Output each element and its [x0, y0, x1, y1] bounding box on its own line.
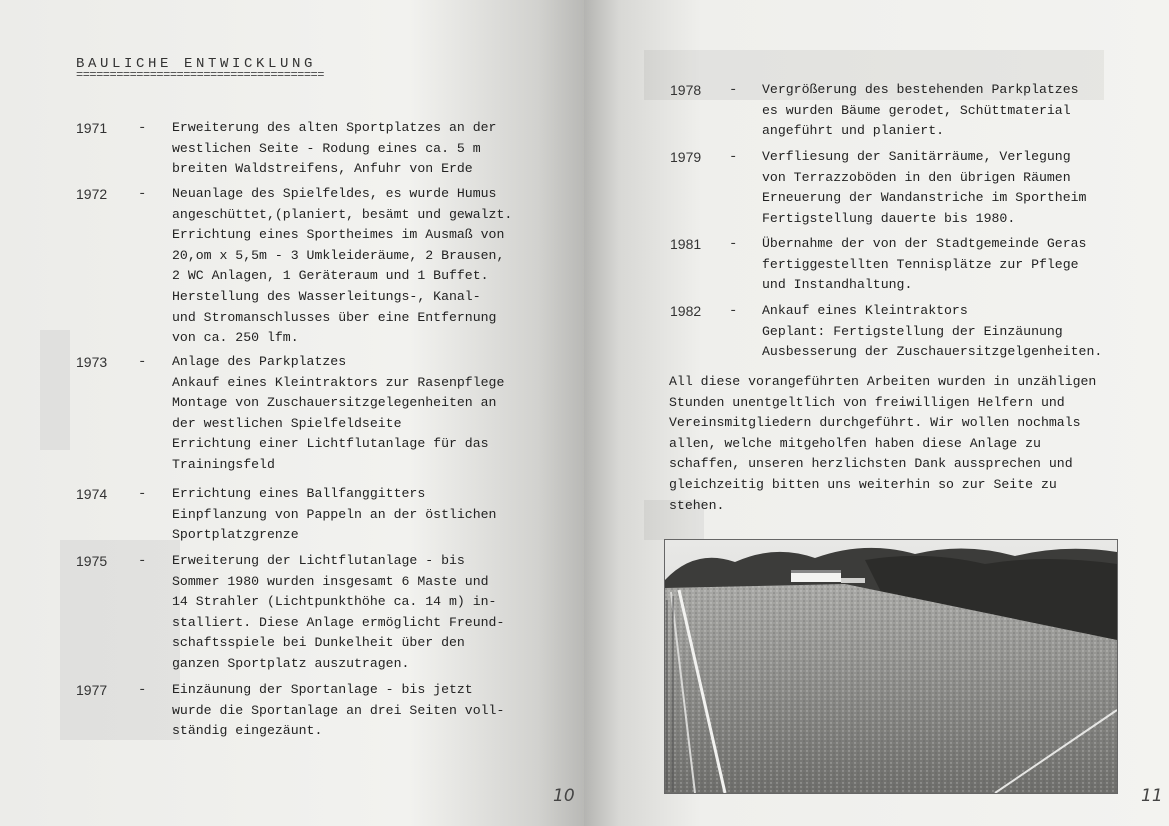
entry-line: angeschüttet,(planiert, besämt und gewalzt.	[172, 206, 513, 222]
entry-year: 1977	[76, 682, 108, 698]
entry-description	[172, 680, 504, 742]
entry-line: von ca. 250 lfm.	[172, 330, 299, 346]
entry-dash: -	[729, 236, 738, 252]
title-underline: =====================================	[76, 68, 324, 82]
entry-line: Einpflanzung von Pappeln an der östlichen	[172, 506, 497, 522]
entry-description	[172, 184, 512, 349]
closing-line: stehen.	[669, 497, 725, 513]
entry-line: Fertigstellung dauerte bis 1980.	[762, 210, 1016, 226]
entry-line: angeführt und planiert.	[762, 123, 945, 139]
entry-dash: -	[138, 186, 147, 202]
right-page	[584, 0, 1169, 826]
entry-description	[762, 301, 1102, 363]
entry-line: 14 Strahler (Lichtpunkthöhe ca. 14 m) in-	[172, 594, 497, 610]
entry-line: Neuanlage des Spielfeldes, es wurde Humus	[172, 186, 497, 201]
entry-dash: -	[729, 303, 738, 319]
entry-line: Verfliesung der Sanitärräume, Verlegung	[762, 149, 1071, 164]
entry-line: Ausbesserung der Zuschauersitzgelgenheiten.	[762, 344, 1103, 360]
entry-line: 20,om x 5,5m - 3 Umkleideräume, 2 Brausen,	[172, 247, 505, 263]
entry-year: 1974	[76, 486, 108, 502]
entry-line: Vergrößerung des bestehenden Parkplatzes	[762, 82, 1079, 97]
entry-line: der westlichen Spielfeldseite	[172, 415, 402, 431]
entry-description	[172, 551, 504, 675]
entry-description	[762, 234, 1086, 296]
closing-line: All diese vorangeführten Arbeiten wurden in unzähligen	[669, 374, 1097, 389]
entry-line: Erweiterung der Lichtflutanlage - bis	[172, 553, 465, 568]
entry-line: Übernahme der von der Stadtgemeinde Geras	[762, 236, 1087, 251]
entry-line: 2 WC Anlagen, 1 Geräteraum und 1 Buffet.	[172, 268, 489, 284]
entry-line: wurde die Sportanlage an drei Seiten voll-	[172, 702, 505, 718]
entry-line: es wurden Bäume gerodet, Schüttmaterial	[762, 102, 1071, 118]
entry-year: 1975	[76, 553, 108, 569]
entry-line: Herstellung des Wasserleitungs-, Kanal-	[172, 288, 481, 304]
page-number-right: 11	[1141, 786, 1163, 806]
entry-line: Geplant: Fertigstellung der Einzäunung	[762, 323, 1063, 339]
entry-line: Errichtung einer Lichtflutanlage für das	[172, 436, 489, 452]
entry-line: Errichtung eines Sportheimes im Ausmaß von	[172, 227, 505, 243]
entry-description	[762, 80, 1079, 142]
entry-year: 1972	[76, 186, 108, 202]
closing-paragraph	[669, 372, 1096, 516]
closing-line: allen, welche mitgeholfen haben diese Anlage zu	[669, 435, 1041, 451]
entry-line: und Instandhaltung.	[762, 277, 913, 293]
entry-line: westlichen Seite - Rodung eines ca. 5 m	[172, 140, 481, 156]
left-page	[0, 0, 584, 826]
entry-line: Montage von Zuschauersitzgelegenheiten an	[172, 395, 497, 411]
entry-year: 1971	[76, 120, 108, 136]
entry-description	[172, 484, 496, 546]
entry-year: 1979	[670, 149, 702, 165]
closing-line: gleichzeitig bitten uns weiterhin so zur Seite zu	[669, 476, 1057, 492]
entry-description	[172, 352, 504, 476]
entry-line: Einzäunung der Sportanlage - bis jetzt	[172, 682, 473, 697]
entry-line: Sportplatzgrenze	[172, 527, 299, 543]
entry-year: 1973	[76, 354, 108, 370]
sports-field-photo-image	[665, 540, 1117, 793]
sports-field-photo	[664, 539, 1118, 794]
entry-dash: -	[138, 553, 147, 569]
entry-line: Anlage des Parkplatzes	[172, 354, 347, 369]
entry-line: stalliert. Diese Anlage ermöglicht Freund-	[172, 614, 505, 630]
closing-line: schaffen, unseren herzlichsten Dank aussprechen und	[669, 456, 1073, 472]
entry-line: Ankauf eines Kleintraktors	[762, 303, 968, 318]
entry-year: 1982	[670, 303, 702, 319]
entry-line: fertiggestellten Tennisplätze zur Pflege	[762, 256, 1079, 272]
entry-line: Sommer 1980 wurden insgesamt 6 Maste und	[172, 573, 489, 589]
entry-line: Errichtung eines Ballfanggitters	[172, 486, 426, 501]
entry-dash: -	[729, 149, 738, 165]
entry-dash: -	[138, 120, 147, 136]
entry-description	[762, 147, 1086, 229]
entry-dash: -	[138, 682, 147, 698]
entry-line: von Terrazzoböden in den übrigen Räumen	[762, 169, 1071, 185]
entry-line: ständig eingezäunt.	[172, 723, 323, 739]
page-title: BAULICHE ENTWICKLUNG	[76, 56, 317, 72]
entry-line: breiten Waldstreifens, Anfuhr von Erde	[172, 161, 473, 177]
entry-line: Trainingsfeld	[172, 456, 275, 472]
entry-dash: -	[729, 82, 738, 98]
entry-line: und Stromanschlusses über eine Entfernung	[172, 309, 497, 325]
entry-dash: -	[138, 486, 147, 502]
entry-line: Erneuerung der Wandanstriche im Sportheim	[762, 190, 1087, 206]
entry-line: Erweiterung des alten Sportplatzes an der	[172, 120, 497, 135]
entry-line: schaftsspiele bei Dunkelheit über den	[172, 635, 465, 651]
entry-year: 1981	[670, 236, 702, 252]
entry-year: 1978	[670, 82, 702, 98]
closing-line: Stunden unentgeltlich von freiwilligen Helfern und	[669, 394, 1065, 410]
entry-description	[172, 118, 496, 180]
entry-line: Ankauf eines Kleintraktors zur Rasenpflege	[172, 374, 505, 390]
closing-line: Vereinsmitgliedern durchgeführt. Wir wollen nochmals	[669, 415, 1081, 431]
page-number-left: 10	[553, 786, 575, 806]
entry-line: ganzen Sportplatz auszutragen.	[172, 655, 410, 671]
entry-dash: -	[138, 354, 147, 370]
